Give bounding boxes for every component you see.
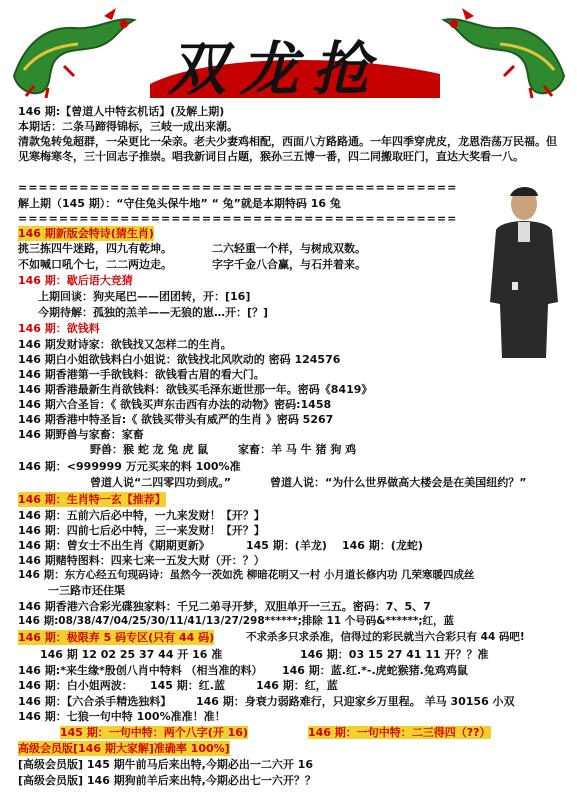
text-line: 145 期：(羊龙): [246, 539, 327, 552]
text-line: 146 期：东方心经五句现码诗：虽然今一茨如洗 柳暗花明又一村 小月道长修内功 几荣寒暖四成丝: [18, 569, 475, 581]
text-line: 146 期：五前六后必中特，一九来发财！【开？】: [18, 509, 265, 522]
section-heading: 146 期：歇后语大竞猜: [18, 274, 133, 287]
text-line: [高级会员版] 145 期牛前马后来出特,今期必出一二六开 16: [18, 758, 313, 771]
text-line: 146 期：曾女士不出生肖《期期更新》: [18, 539, 210, 552]
highlight-text: 145 期：一句中特：两个八字(开 16): [60, 726, 248, 739]
text-line: 不如喊口吼个七，二二两边走。: [18, 258, 172, 271]
text-line: 146 期白小姐欲钱料白小姐说：欲钱找北风吹动的 密码 124576: [18, 353, 341, 366]
text-line: 146 期香港第一手欲钱料：欲钱看古眉的看大门。: [18, 368, 265, 381]
section-heading: 高级会员版[146 期大家解]准确率 100%]: [18, 742, 230, 755]
text-line: 野兽：猴 蛇 龙 兔 虎 鼠: [90, 443, 209, 456]
text-line: 146 期发财诗家：欲钱找又怎样二的生肖。: [18, 338, 232, 351]
text-line: 上期回谈：狗夹尾巴——团团转，开：[16]: [38, 290, 251, 303]
section-heading: 146 期新版会特诗(猜生肖): [18, 227, 154, 240]
text-line: 146 期赌特图料：四来七来一五发大财（开：？）: [18, 554, 265, 567]
title-banner: [150, 14, 440, 103]
divider: ===========================================: [18, 181, 458, 194]
highlight-line: [60, 725, 248, 740]
text-line: 家畜：羊 马 牛 猪 狗 鸡: [238, 443, 357, 456]
text-line: 146 期:*来生缘*殷创八肖中特料 （相当准的料）: [18, 664, 263, 677]
text-line: 145 期：红.蓝: [150, 679, 225, 692]
text-line: 146 期：七狼一句中特 100%准准！准！: [18, 710, 226, 723]
text-line: 146 期：03 15 27 41 11 开？？准: [300, 648, 489, 661]
text-line: 146 期：四前七后必中特，三一来发财！【开？】: [18, 524, 265, 537]
text-line: 字字千金八合赢，与石并着来。: [212, 258, 366, 271]
text-line: 146 期：(龙蛇): [342, 539, 423, 552]
text-line: 146 期：<999999 万元买来的料 100%准: [18, 460, 241, 473]
text-line: 146 期：红，蓝: [256, 679, 338, 692]
text-line: 146 期野兽与家畜：家畜: [18, 428, 144, 441]
dragon-right-icon: [438, 6, 574, 98]
text-line: 146 期：身衰力弱路难行，只迎家乡万里程。 羊马 30156 小双: [196, 695, 515, 708]
text-line: [高级会员版] 146 期狗前羊后来出特,今期必出七一六开？？: [18, 774, 316, 787]
text-line: 146 期:08/38/47/04/25/30/11/41/13/27/298******;排除 11 个号码&******;红，蓝: [18, 615, 455, 627]
text-line: 曾道人说“二四零四功到成。”: [90, 476, 231, 489]
dragon-left-icon: [4, 6, 144, 98]
page-title: 双龙抢: [168, 35, 385, 103]
text-line: 一三路市还住渠: [48, 584, 125, 597]
text-line: 挑三拣四牛迷路，四九有乾坤。: [18, 242, 172, 255]
text-line: 解上期（145 期）：“守住兔头保牛地” “ 兔”就是本期特码 16 兔: [18, 197, 341, 210]
text-line: 146 期六合圣旨：《 欲钱买声东击西有办法的动物》密码:1458: [18, 398, 332, 411]
text-line: 146 期香港中特圣旨:《 欲钱买带头有威严的生肖 》密码 5267: [18, 413, 334, 426]
text-line: 今期待解：孤独的羔羊——无狼的崽…开：[？]: [38, 306, 269, 319]
text-line: 146 期:【曾道人中特玄机话】(及解上期): [18, 105, 225, 118]
text-line: 146 期：【六合杀手精选独料】: [18, 695, 172, 708]
text-line: 146 期：白小姐两波：: [18, 679, 133, 692]
highlight-text: 146 期：一句中特：二三得四（??）: [308, 726, 491, 739]
text-line: 本期话：二条马蹄得锦标，三岐一成出来潮。: [18, 120, 238, 133]
text-line: 146 期 12 02 25 37 44 开 16 准: [40, 648, 223, 661]
text-line: 146 期香港最新生肖欲钱料：欲钱买毛泽东逝世那一年。密码《8419》: [18, 383, 373, 396]
section-heading: 146 期：欲钱料: [18, 322, 100, 335]
text-line: 146 期：蓝.红.*-.虎蛇猴猪.兔鸡鸡鼠: [282, 664, 468, 677]
paragraph: 清款兔转兔超群，一朵更比一朵亲。老夫少妻鸡相配，西面八方路路通。一年四季穿虎皮，龙恩浩荡万民福。但见寒梅寒冬，三十回志子推崇。唱我新词目占题，猴孙三五博一番，四二同搬取旺门，直达大奖看一八。: [18, 135, 557, 163]
page-header: [0, 0, 577, 103]
portrait-figure-icon: [478, 182, 568, 360]
section-heading: 146 期：极限弃 5 码专区(只有 44 码): [18, 631, 215, 644]
text-line: 二六轻重一个样，与树成双数。: [212, 242, 366, 255]
section-heading: 146 期：生肖特一玄【推荐】: [18, 493, 166, 506]
text-line: 146 期香港六合彩光碟独家料：千兄二弟寻开梦，双胆单开一三五。密码：7、5、7: [18, 600, 431, 613]
highlight-line: [308, 725, 491, 740]
text-line: 曾道人说：“为什么世界做高大楼会是在美国纽约？”: [270, 476, 527, 489]
text-line: 不求杀多只求杀准，信得过的彩民就当六合彩只有 44 码吧!: [246, 631, 525, 643]
divider: ===========================================: [18, 212, 458, 225]
